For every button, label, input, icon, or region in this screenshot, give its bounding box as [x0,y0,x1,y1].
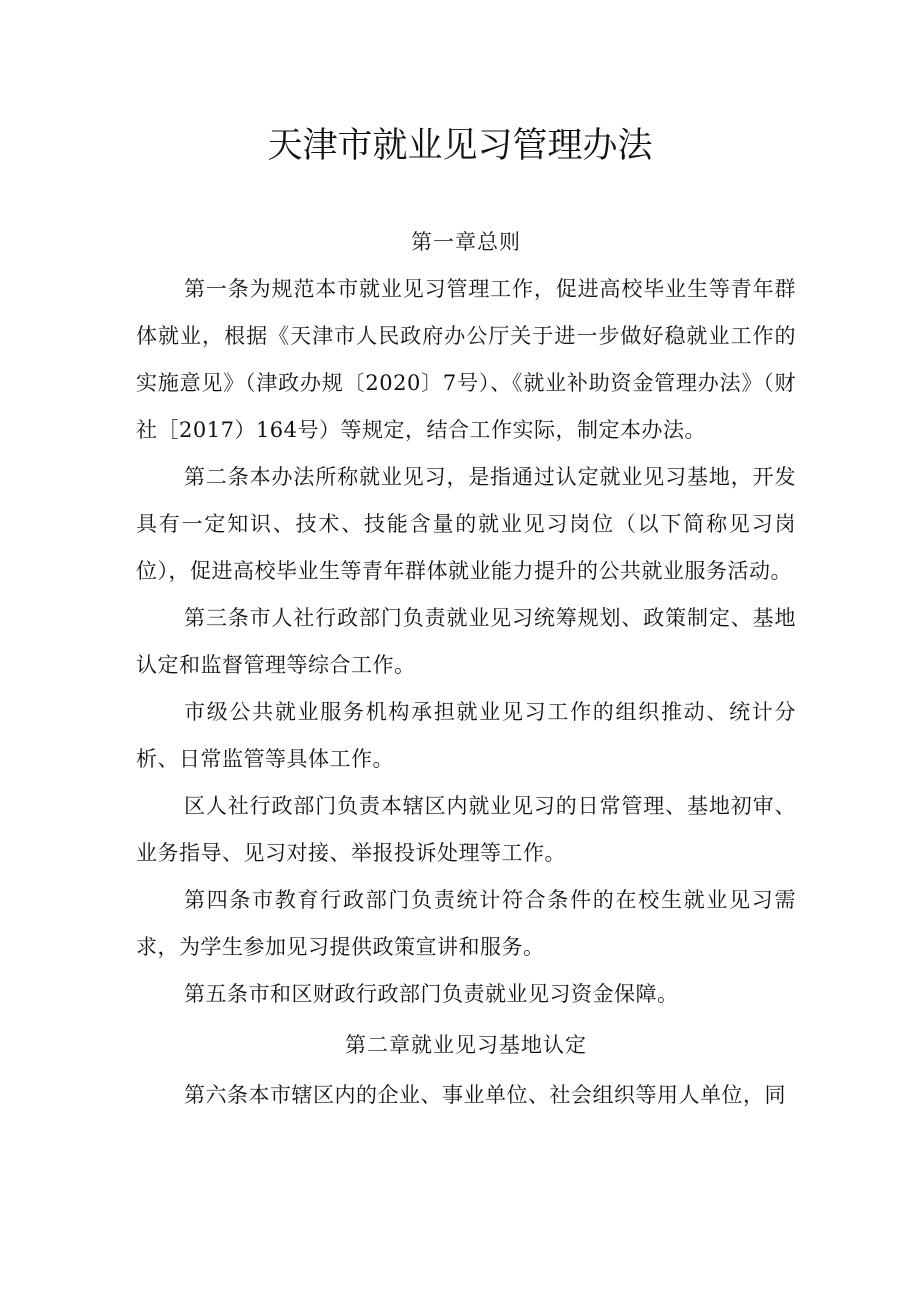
article-paragraph: 第三条市人社行政部门负责就业见习统筹规划、政策制定、基地认定和监督管理等综合工作。 [136,606,796,677]
article-paragraph: 第二条本办法所称就业见习，是指通过认定就业见习基地，开发具有一定知识、技术、技能含量的就业见习岗位（以下简称见习岗位），促进高校毕业生等青年群体就业能力提升的公共就业服务活动。 [136,465,796,583]
chapter-heading: 第二章就业见习基地认定 [345,1033,587,1057]
article-paragraph: 第四条市教育行政部门负责统计符合条件的在校生就业见习需求，为学生参加见习提供政策宣讲和服务。 [136,888,796,959]
article-paragraph: 市级公共就业服务机构承担就业见习工作的组织推动、统计分析、日常监管等具体工作。 [136,700,796,771]
chapter-heading: 第一章总则 [411,230,521,254]
document-title: 天津市就业见习管理办法 [267,126,653,166]
document-body [136,218,796,1119]
article-paragraph: 第一条为规范本市就业见习管理工作，促进高校毕业生等青年群体就业，根据《天津市人民政府办公厅关于进一步做好稳就业工作的实施意见》（津政办规〔2020〕7号）、《就业补助资金管理办法》（财社［2017）164号）等规定，结合工作实际，制定本办法。 [136,277,796,442]
article-paragraph: 第五条市和区财政行政部门负责就业见习资金保障。 [184,982,679,1006]
article-paragraph: 第六条本市辖区内的企业、事业单位、社会组织等用人单位，同 [184,1083,786,1107]
article-paragraph: 区人社行政部门负责本辖区内就业见习的日常管理、基地初审、业务指导、见习对接、举报投诉处理等工作。 [136,794,796,865]
